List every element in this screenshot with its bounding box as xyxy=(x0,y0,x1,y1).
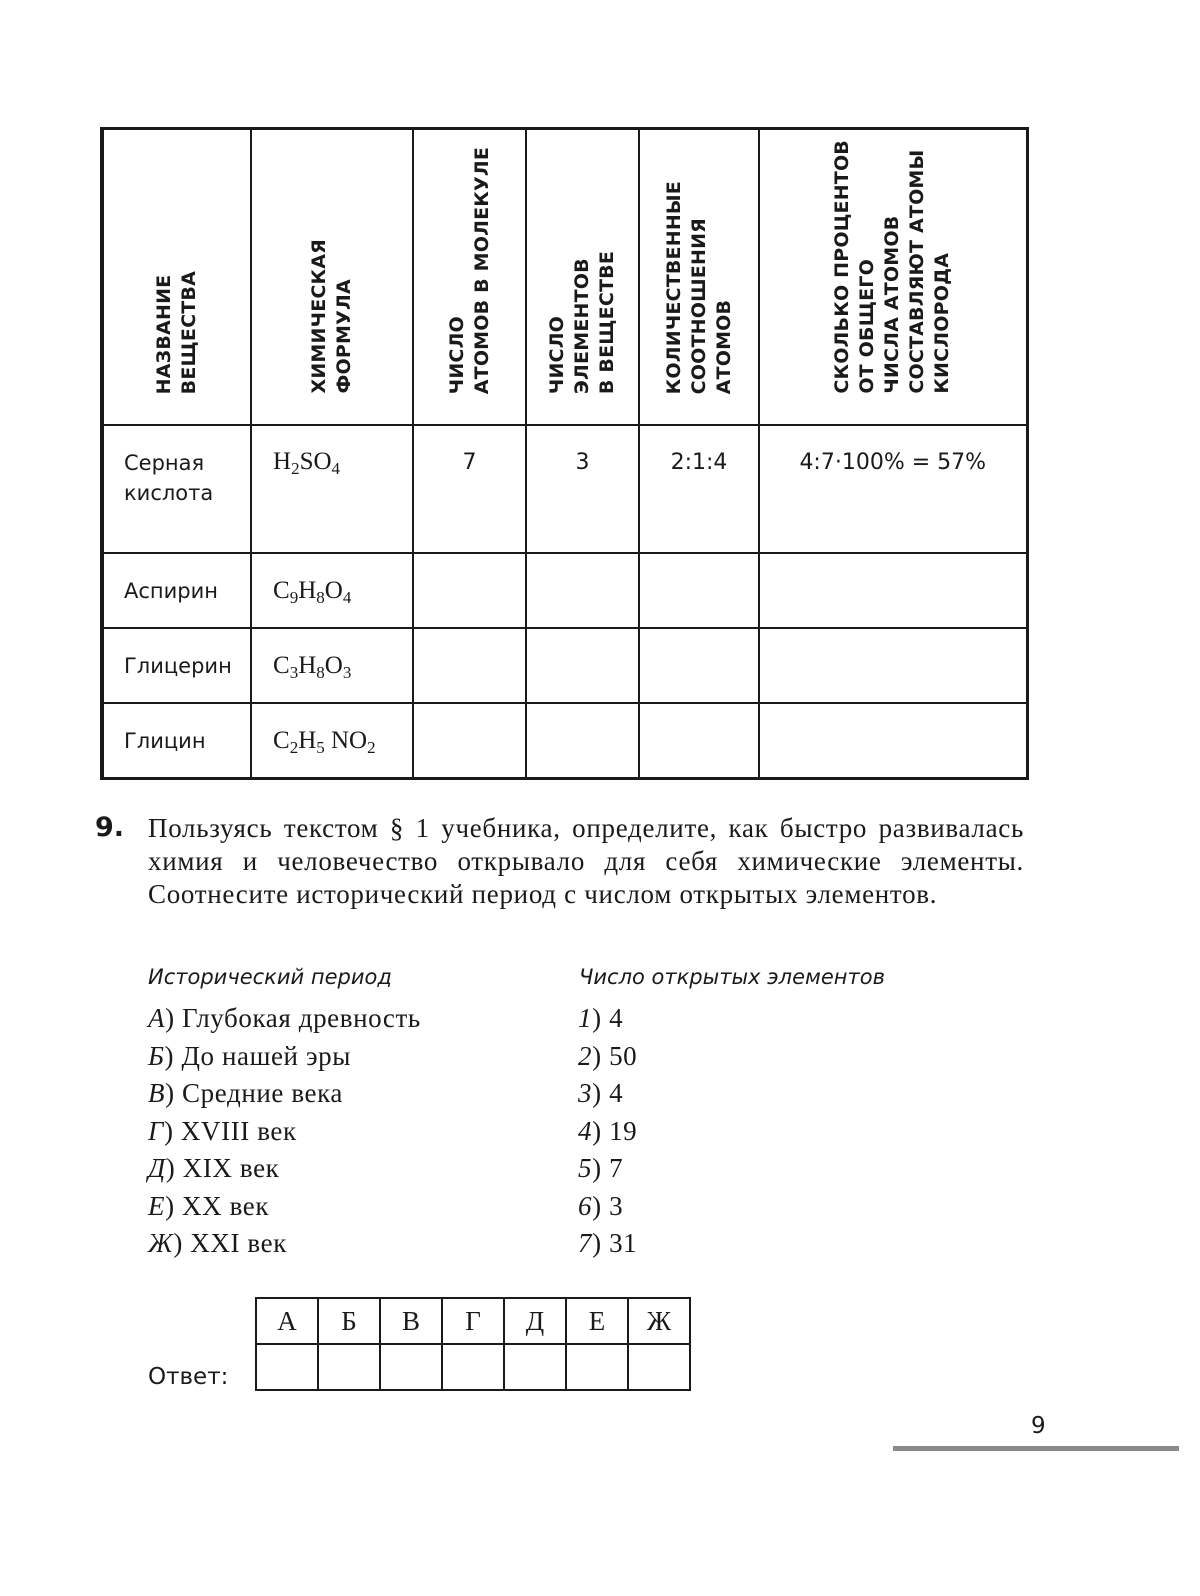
count-item xyxy=(578,1038,637,1076)
period-key: Д xyxy=(148,1153,166,1183)
period-key: В xyxy=(148,1078,166,1108)
count-item xyxy=(578,1225,637,1263)
header-atoms-count xyxy=(413,129,526,426)
count-item xyxy=(578,1150,637,1188)
table-row xyxy=(102,553,1027,628)
period-key: Б xyxy=(148,1040,165,1071)
table-header-row xyxy=(102,129,1027,426)
formula-subscript: 2 xyxy=(291,459,300,478)
header-text xyxy=(545,251,620,394)
answer-letter-cell: Д xyxy=(504,1298,566,1344)
paren: ) xyxy=(592,1115,610,1146)
answer-inputs-row xyxy=(256,1344,690,1390)
atoms-count-cell[interactable] xyxy=(413,628,526,703)
formula-subscript: 8 xyxy=(316,662,325,682)
paren: ) xyxy=(592,1078,610,1108)
count-key: 6 xyxy=(578,1190,593,1221)
formula-symbol: SO xyxy=(299,448,332,475)
header-line: ВЕЩЕСТВА xyxy=(178,270,200,394)
page-number-rule xyxy=(893,1446,1179,1451)
paren: ) xyxy=(592,1228,610,1258)
substance-name: кислота xyxy=(124,481,214,505)
header-atom-ratio xyxy=(639,129,759,426)
paren: ) xyxy=(592,1003,610,1033)
count-key: 3 xyxy=(578,1078,593,1108)
answer-letter-cell: Е xyxy=(566,1298,628,1344)
count-key: 1 xyxy=(578,1003,593,1033)
header-text xyxy=(662,181,737,394)
count-key: 4 xyxy=(578,1115,593,1146)
counts-heading: Число открытых элементов xyxy=(579,965,885,989)
answer-input-cell[interactable] xyxy=(504,1344,566,1390)
paren: ) xyxy=(165,1078,183,1108)
count-key: 2 xyxy=(578,1040,593,1071)
substance-name-cell xyxy=(102,553,251,628)
header-line: НАЗВАНИЕ xyxy=(153,274,175,394)
paren: ) xyxy=(164,1040,182,1071)
period-item xyxy=(148,1225,421,1263)
header-line: ХИМИЧЕСКАЯ xyxy=(308,239,330,394)
period-item xyxy=(148,1000,421,1038)
substance-name-cell xyxy=(102,628,251,703)
formula-symbol: C xyxy=(273,651,290,679)
header-chemical-formula xyxy=(251,129,413,426)
header-line: АТОМОВ xyxy=(712,299,735,394)
formula-subscript: 8 xyxy=(316,587,325,607)
count-item xyxy=(578,1188,637,1226)
paren: ) xyxy=(592,1040,610,1071)
count-key: 5 xyxy=(578,1153,593,1183)
period-label: XXI век xyxy=(190,1228,287,1258)
elements-count-cell: 3 xyxy=(526,425,639,553)
oxygen-percent-cell[interactable] xyxy=(759,553,1027,628)
header-line: ОТ ОБЩЕГО xyxy=(856,259,879,394)
header-line: ЭЛЕМЕНТОВ xyxy=(571,258,593,394)
formula-symbol: H xyxy=(298,726,317,754)
period-key: Г xyxy=(148,1115,164,1146)
table-row xyxy=(102,425,1027,553)
count-label: 19 xyxy=(609,1115,638,1146)
paren: ) xyxy=(165,1003,183,1033)
period-label: XIX век xyxy=(182,1153,280,1183)
formula-cell xyxy=(251,628,413,703)
paren: ) xyxy=(592,1190,610,1221)
formula-subscript: 2 xyxy=(289,737,299,757)
substance-name: Глицерин xyxy=(124,653,232,678)
count-item xyxy=(578,1075,637,1113)
substance-name: Серная xyxy=(124,451,205,475)
period-label: Глубокая древность xyxy=(182,1003,421,1033)
header-substance-name xyxy=(102,129,251,426)
substance-name-cell xyxy=(102,703,251,779)
header-elements-count xyxy=(526,129,639,426)
formula-symbol: NO xyxy=(324,726,368,754)
answer-letter-cell: А xyxy=(256,1298,318,1344)
table-row xyxy=(102,628,1027,703)
header-oxygen-percent xyxy=(759,129,1027,426)
formula-symbol: H xyxy=(298,576,317,604)
atom-ratio-cell: 2:1:4 xyxy=(639,425,759,553)
period-key: Е xyxy=(148,1190,166,1221)
periods-heading: Исторический период xyxy=(148,965,392,989)
page-number: 9 xyxy=(1031,1413,1046,1439)
header-line: ЧИСЛА АТОМОВ xyxy=(881,215,904,394)
formula-symbol: H xyxy=(298,651,317,679)
paren: ) xyxy=(163,1115,181,1146)
period-label: До нашей эры xyxy=(181,1040,351,1071)
formula-cell xyxy=(251,703,413,779)
elements-count-cell[interactable] xyxy=(526,628,639,703)
period-item xyxy=(148,1113,421,1151)
header-text xyxy=(830,140,955,394)
oxygen-percent-cell: 4:7·100% = 57% xyxy=(759,425,1027,553)
answer-input-cell[interactable] xyxy=(628,1344,690,1390)
substance-name: Аспирин xyxy=(124,578,218,603)
header-line: СООТНОШЕНИЯ xyxy=(687,217,710,394)
count-key: 7 xyxy=(578,1228,593,1258)
atom-ratio-cell[interactable] xyxy=(639,628,759,703)
answer-letters-row xyxy=(256,1298,690,1344)
paren: ) xyxy=(173,1228,191,1258)
formula-subscript: 4 xyxy=(342,587,352,607)
period-item xyxy=(148,1150,421,1188)
counts-list xyxy=(578,1000,637,1263)
header-line: СКОЛЬКО ПРОЦЕНТОВ xyxy=(831,140,854,394)
period-item xyxy=(148,1188,421,1226)
atoms-count-cell[interactable] xyxy=(413,703,526,779)
header-line: КОЛИЧЕСТВЕННЫЕ xyxy=(662,180,685,394)
period-key: Ж xyxy=(148,1228,174,1258)
formula-subscript: 4 xyxy=(331,459,341,478)
answer-label: Ответ: xyxy=(148,1364,229,1390)
substances-table xyxy=(100,127,1029,780)
formula-subscript: 3 xyxy=(342,662,352,682)
answer-input-cell[interactable] xyxy=(442,1344,504,1390)
atoms-count-cell: 7 xyxy=(413,425,526,553)
answer-input-cell[interactable] xyxy=(380,1344,442,1390)
elements-count-cell[interactable] xyxy=(526,553,639,628)
formula-subscript: 5 xyxy=(316,737,325,757)
answer-letter-cell: Ж xyxy=(628,1298,690,1344)
formula-subscript: 3 xyxy=(289,662,299,682)
paren: ) xyxy=(165,1190,183,1221)
period-item xyxy=(148,1075,421,1113)
formula-symbol: O xyxy=(324,576,343,604)
answer-table xyxy=(255,1297,691,1391)
formula-cell xyxy=(251,553,413,628)
count-label: 7 xyxy=(609,1153,624,1183)
header-line: ЧИСЛО xyxy=(546,315,568,394)
header-line: В ВЕЩЕСТВЕ xyxy=(596,250,618,394)
period-label: XX век xyxy=(182,1190,270,1221)
substance-name-cell xyxy=(102,425,251,553)
elements-count-cell[interactable] xyxy=(526,703,639,779)
count-label: 3 xyxy=(609,1190,624,1221)
header-line: СОСТАВЛЯЮТ АТОМЫ xyxy=(906,149,929,394)
count-label: 50 xyxy=(609,1040,638,1071)
header-text xyxy=(445,147,495,394)
count-label: 4 xyxy=(609,1078,624,1108)
count-item xyxy=(578,1113,637,1151)
periods-list xyxy=(148,1000,421,1263)
answer-input-cell[interactable] xyxy=(318,1344,380,1390)
period-item xyxy=(148,1038,421,1076)
count-label: 31 xyxy=(609,1228,638,1258)
formula-symbol: H xyxy=(273,448,292,475)
formula-subscript: 9 xyxy=(289,587,299,607)
atoms-count-cell[interactable] xyxy=(413,553,526,628)
oxygen-percent-cell[interactable] xyxy=(759,628,1027,703)
atom-ratio-cell[interactable] xyxy=(639,703,759,779)
header-line: ЧИСЛО xyxy=(445,315,468,394)
header-text xyxy=(152,271,202,394)
paren: ) xyxy=(592,1153,610,1183)
period-key: А xyxy=(148,1003,166,1033)
answer-letter-cell: В xyxy=(380,1298,442,1344)
answer-input-cell[interactable] xyxy=(566,1344,628,1390)
header-text xyxy=(307,239,357,394)
header-line: ФОРМУЛА xyxy=(333,279,355,394)
formula-symbol: C xyxy=(273,726,290,754)
substance-name: Глицин xyxy=(124,728,206,753)
answer-letter-cell: Г xyxy=(442,1298,504,1344)
atom-ratio-cell[interactable] xyxy=(639,553,759,628)
period-label: Средние века xyxy=(182,1078,344,1108)
task-number: 9. xyxy=(95,812,125,843)
formula-cell xyxy=(251,425,413,553)
count-label: 4 xyxy=(609,1003,624,1033)
answer-letter-cell: Б xyxy=(318,1298,380,1344)
formula-symbol: O xyxy=(324,651,343,679)
oxygen-percent-cell[interactable] xyxy=(759,703,1027,779)
period-label: XVIII век xyxy=(180,1115,297,1146)
header-line: КИСЛОРОДА xyxy=(931,253,954,394)
count-item xyxy=(578,1000,637,1038)
task-text: Пользуясь текстом § 1 учебника, определите, как быстро развивалась химия и человечество открывало для себя химические элементы. Соотнесите исторический период с числом открытых элементов. xyxy=(148,813,1024,909)
paren: ) xyxy=(165,1153,183,1183)
table-row xyxy=(102,703,1027,779)
formula-subscript: 2 xyxy=(367,737,376,757)
formula-symbol: C xyxy=(273,576,290,604)
header-line: АТОМОВ В МОЛЕКУЛЕ xyxy=(470,146,493,394)
answer-input-cell[interactable] xyxy=(256,1344,318,1390)
